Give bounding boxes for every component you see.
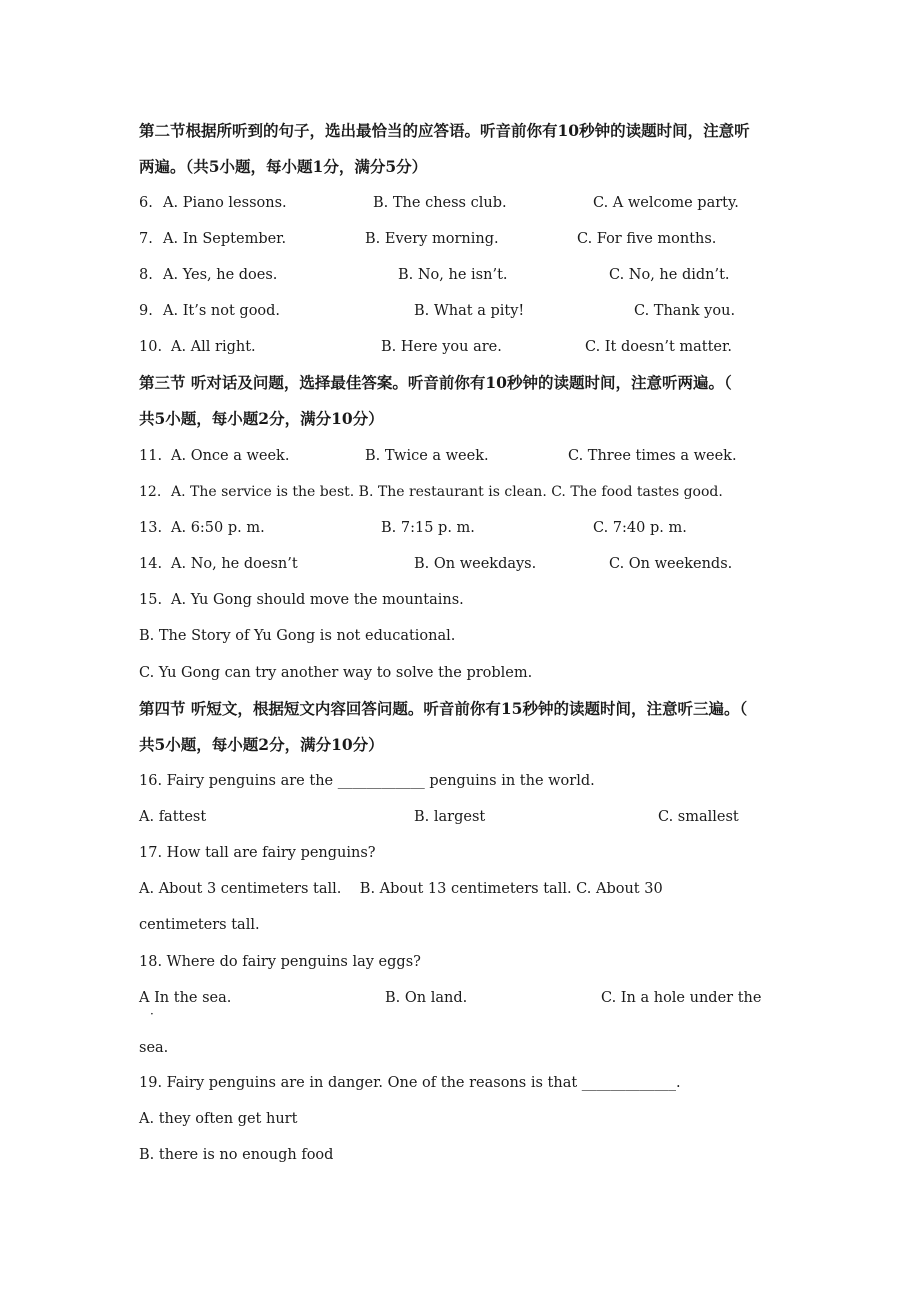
option-b: B. What a pity! (414, 303, 525, 319)
option-b: B. The chess club. (373, 195, 507, 211)
option-c: C. Three times a week. (568, 448, 737, 464)
question-options: sea. (139, 1040, 169, 1056)
question-options: A. The service is the best. B. The restaurant is clean. C. The food tastes good. (171, 484, 723, 500)
question-number: 9. (139, 303, 153, 319)
section-heading: 第二节根据所听到的句子，选出最恰当的应答语。听音前你有10秒钟的读题时间，注意听 (139, 121, 750, 140)
question-stem: 18. Where do fairy penguins lay eggs? (139, 954, 421, 970)
option-b: B. largest (414, 809, 486, 825)
question-number: 12. (139, 484, 162, 500)
question-options: centimeters tall. (139, 917, 260, 933)
option-b: B. On land. (385, 990, 468, 1006)
option-a: A. In September. (163, 231, 287, 247)
option-c: C. On weekends. (609, 556, 733, 572)
question-stem: 19. Fairy penguins are in danger. One of the reasons is that _____________. (139, 1075, 681, 1091)
option-a: A. It’s not good. (163, 303, 281, 319)
option-a: A. Piano lessons. (163, 195, 287, 211)
question-number: 7. (139, 231, 153, 247)
option-c: C. 7:40 p. m. (593, 520, 687, 536)
option-b: B. there is no enough food (139, 1147, 334, 1163)
option-a: A. fattest (139, 809, 207, 825)
section-heading: 共5小题，每小题2分，满分10分） (139, 735, 384, 754)
option-a: A. Yu Gong should move the mountains. (171, 592, 464, 608)
option-b: B. No, he isn’t. (398, 267, 508, 283)
option-a: A. 6:50 p. m. (171, 520, 265, 536)
option-b: B. 7:15 p. m. (381, 520, 475, 536)
question-number: 14. (139, 556, 163, 572)
option-c: C. In a hole under the (601, 990, 762, 1006)
option-a: A. No, he doesn’t (171, 556, 298, 572)
option-a: A In the sea. (139, 990, 232, 1006)
option-c: C. A welcome party. (593, 195, 739, 211)
question-stem: 16. Fairy penguins are the ____________ penguins in the world. (139, 773, 595, 789)
option-a: A. All right. (171, 339, 256, 355)
section-heading: 两遍。（共5小题，每小题1分，满分5分） (139, 157, 428, 176)
question-number: 10. (139, 339, 163, 355)
option-a: A. Once a week. (171, 448, 290, 464)
section-heading: 第四节 听短文，根据短文内容回答问题。听音前你有15秒钟的读题时间，注意听三遍。（ (139, 699, 748, 718)
option-b: B. Twice a week. (365, 448, 489, 464)
option-b: B. On weekdays. (414, 556, 537, 572)
section-heading: 共5小题，每小题2分，满分10分） (139, 409, 384, 428)
option-b: B. Every morning. (365, 231, 499, 247)
option-b: B. Here you are. (381, 339, 502, 355)
question-number: 13. (139, 520, 163, 536)
stray-dot-mark: · (150, 1007, 154, 1021)
question-number: 11. (139, 448, 163, 464)
question-number: 8. (139, 267, 153, 283)
question-stem: 17. How tall are fairy penguins? (139, 845, 376, 861)
option-c: C. Thank you. (634, 303, 736, 319)
question-options: A. About 3 centimeters tall. B. About 13 centimeters tall. C. About 30 (139, 881, 663, 897)
question-number: 15. (139, 592, 163, 608)
option-a: A. they often get hurt (139, 1111, 298, 1127)
option-c: C. smallest (658, 809, 739, 825)
option-c: C. It doesn’t matter. (585, 339, 732, 355)
question-number: 6. (139, 195, 153, 211)
option-b: B. The Story of Yu Gong is not educational. (139, 628, 456, 644)
option-a: A. Yes, he does. (163, 267, 278, 283)
option-c: C. For five months. (577, 231, 717, 247)
option-c: C. No, he didn’t. (609, 267, 730, 283)
option-c: C. Yu Gong can try another way to solve the problem. (139, 665, 533, 681)
section-heading: 第三节 听对话及问题，选择最佳答案。听音前你有10秒钟的读题时间，注意听两遍。（ (139, 373, 732, 392)
